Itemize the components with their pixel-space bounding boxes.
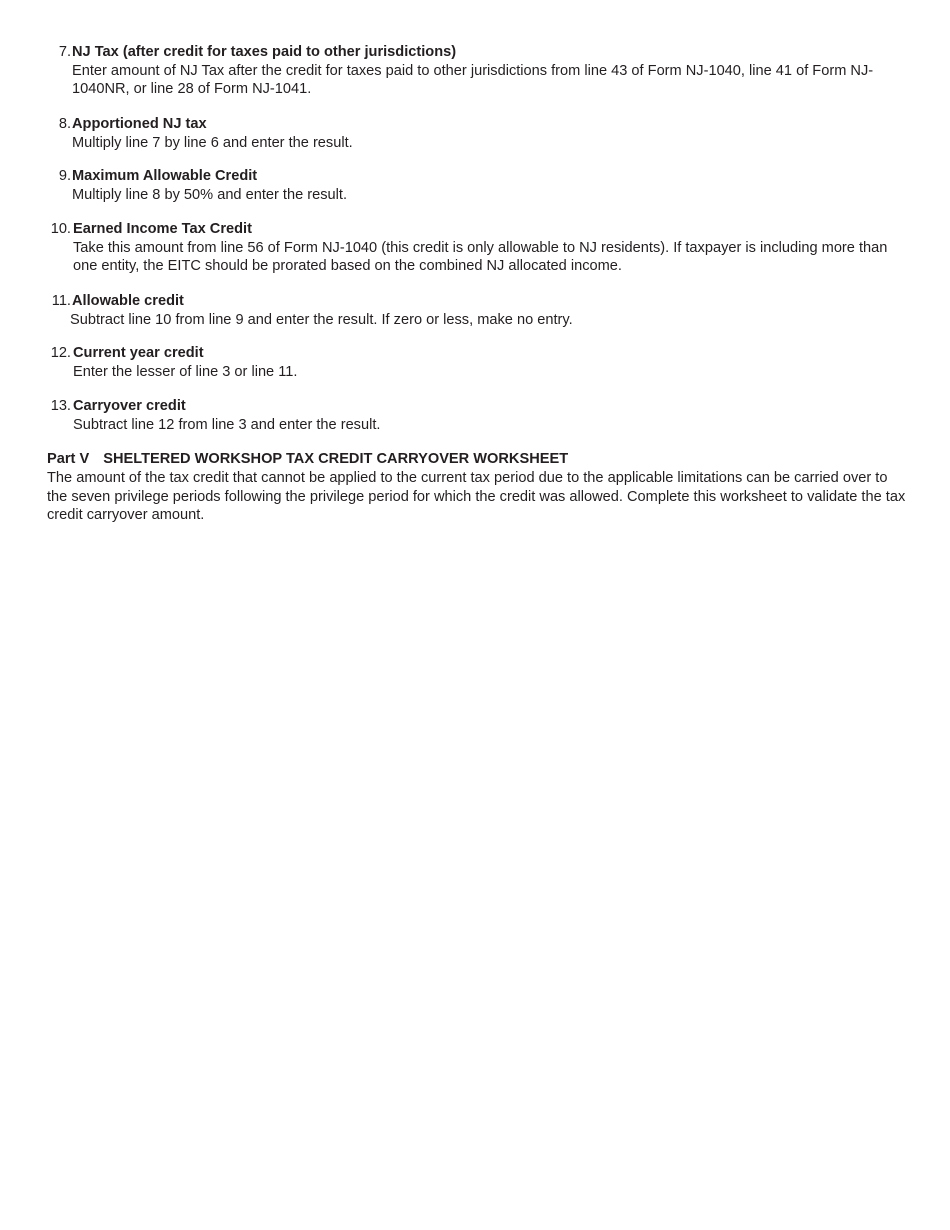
line-description: Enter the lesser of line 3 or line 11.	[73, 363, 298, 380]
line-13-instruction	[47, 397, 907, 434]
line-title: Current year credit	[73, 345, 204, 361]
line-11-instruction	[47, 292, 907, 329]
line-title: Carryover credit	[73, 398, 186, 414]
part-v-description: The amount of the tax credit that cannot be applied to the current tax period due to the applicable limitations can be carried over to the seven privilege periods following the privilege period for which the credit was allowed. Complete this worksheet to validate the tax credit carryover amount.	[47, 470, 906, 524]
line-number: 8.	[58, 116, 71, 132]
line-description: Multiply line 7 by line 6 and enter the result.	[72, 134, 353, 151]
line-title: Allowable credit	[72, 293, 184, 309]
part-title: SHELTERED WORKSHOP TAX CREDIT CARRYOVER WORKSHEET	[103, 451, 569, 467]
line-title: Maximum Allowable Credit	[72, 168, 258, 184]
line-description: Enter amount of NJ Tax after the credit for taxes paid to other jurisdictions from line 43 of Form NJ-1040, line 41 of Form NJ-1040NR, or line 28 of Form NJ-1041.	[72, 62, 874, 98]
line-number: 12.	[50, 345, 71, 361]
line-title: Apportioned NJ tax	[72, 116, 207, 132]
line-number: 11.	[51, 293, 71, 309]
line-description: Subtract line 12 from line 3 and enter the result.	[73, 416, 381, 433]
part-v-heading	[47, 450, 568, 469]
line-title: Earned Income Tax Credit	[73, 221, 252, 237]
line-description: Take this amount from line 56 of Form NJ-1040 (this credit is only allowable to NJ residents). If taxpayer is including more than one entity, the EITC should be prorated based on the combined NJ allocated income.	[73, 239, 888, 275]
line-8-instruction	[47, 115, 907, 152]
line-9-instruction	[47, 167, 907, 204]
line-description: Multiply line 8 by 50% and enter the result.	[72, 186, 348, 203]
line-10-instruction	[47, 220, 907, 276]
line-12-instruction	[47, 344, 907, 381]
line-description: Subtract line 10 from line 9 and enter the result. If zero or less, make no entry.	[70, 311, 573, 328]
line-title: NJ Tax (after credit for taxes paid to other jurisdictions)	[72, 44, 457, 60]
line-number: 13.	[50, 398, 71, 414]
part-label: Part V	[47, 451, 90, 467]
line-number: 10.	[50, 221, 71, 237]
line-number: 7.	[58, 44, 71, 60]
line-number: 9.	[58, 168, 71, 184]
line-7-instruction	[47, 43, 907, 99]
